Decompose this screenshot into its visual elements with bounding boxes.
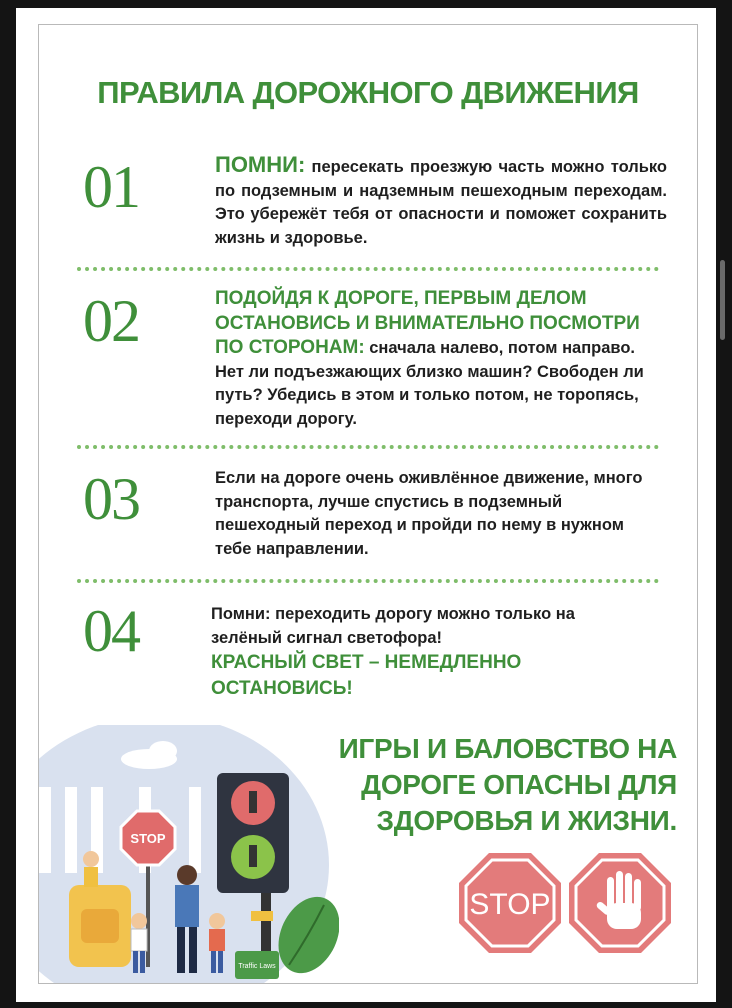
rule-04 [211,603,631,702]
rule-number-02: 02 [83,288,139,354]
dotted-divider [77,579,659,583]
traffic-laws-book-text: Traffic Laws [238,963,276,970]
girl-figure [83,851,99,887]
poster-frame [38,24,698,984]
hand-stop-icon [569,853,671,953]
dotted-divider [77,445,659,449]
stop-sign-small-text: STOP [130,831,166,846]
rule-number-04: 04 [83,598,139,664]
safety-slogan: ИГРЫ И БАЛОВСТВО НА ДОРОГЕ ОПАСНЫ ДЛЯ ЗДОРОВЬЯ И ЖИЗНИ. [338,733,677,836]
rule-04-warning: КРАСНЫЙ СВЕТ – НЕМЕДЛЕННО ОСТАНОВИСЬ! [211,652,522,699]
dotted-divider [77,267,659,271]
poster-page [16,8,716,1002]
rule-number-01: 01 [83,154,139,220]
scrollbar[interactable] [720,260,725,340]
traffic-illustration [39,725,339,984]
rule-01-text: пересекать проезжую часть можно только по подземным и надземным пешеходным переходам. Это убережёт тебя от опасности и поможет сохранить жизнь и здоровье. [215,158,667,247]
backpack [69,885,131,967]
rule-01 [215,153,667,250]
rule-number-03: 03 [83,466,139,532]
stop-sign-icon [459,853,561,953]
rule-02-lead: ПОДОЙДЯ К ДОРОГЕ, ПЕРВЫМ ДЕЛОМ ОСТАНОВИСЬ И ВНИМАТЕЛЬНО ПОСМОТРИ ПО СТОРОНАМ: [215,288,640,358]
stop-signs [459,851,671,955]
traffic-laws-book [235,951,279,979]
poster-title: ПРАВИЛА ДОРОЖНОГО ДВИЖЕНИЯ [97,75,639,110]
stop-sign-text: STOP [469,888,551,921]
rule-04-text: Помни: переходить дорогу можно только на зелёный сигнал светофора! [211,605,575,647]
rule-01-lead: ПОМНИ: [215,152,306,177]
rule-03: Если на дороге очень оживлённое движение, много транспорта, лучше спустись в подземный пешеходный переход и пройди по нему в нужном тебе направлении. [215,469,643,558]
rule-02-text: сначала налево, потом направо. Нет ли подъезжающих близко машин? Свободен ли путь? Убедись в этом и только потом, не торопясь, переходи дорогу. [215,339,644,428]
rule-02 [215,287,667,431]
